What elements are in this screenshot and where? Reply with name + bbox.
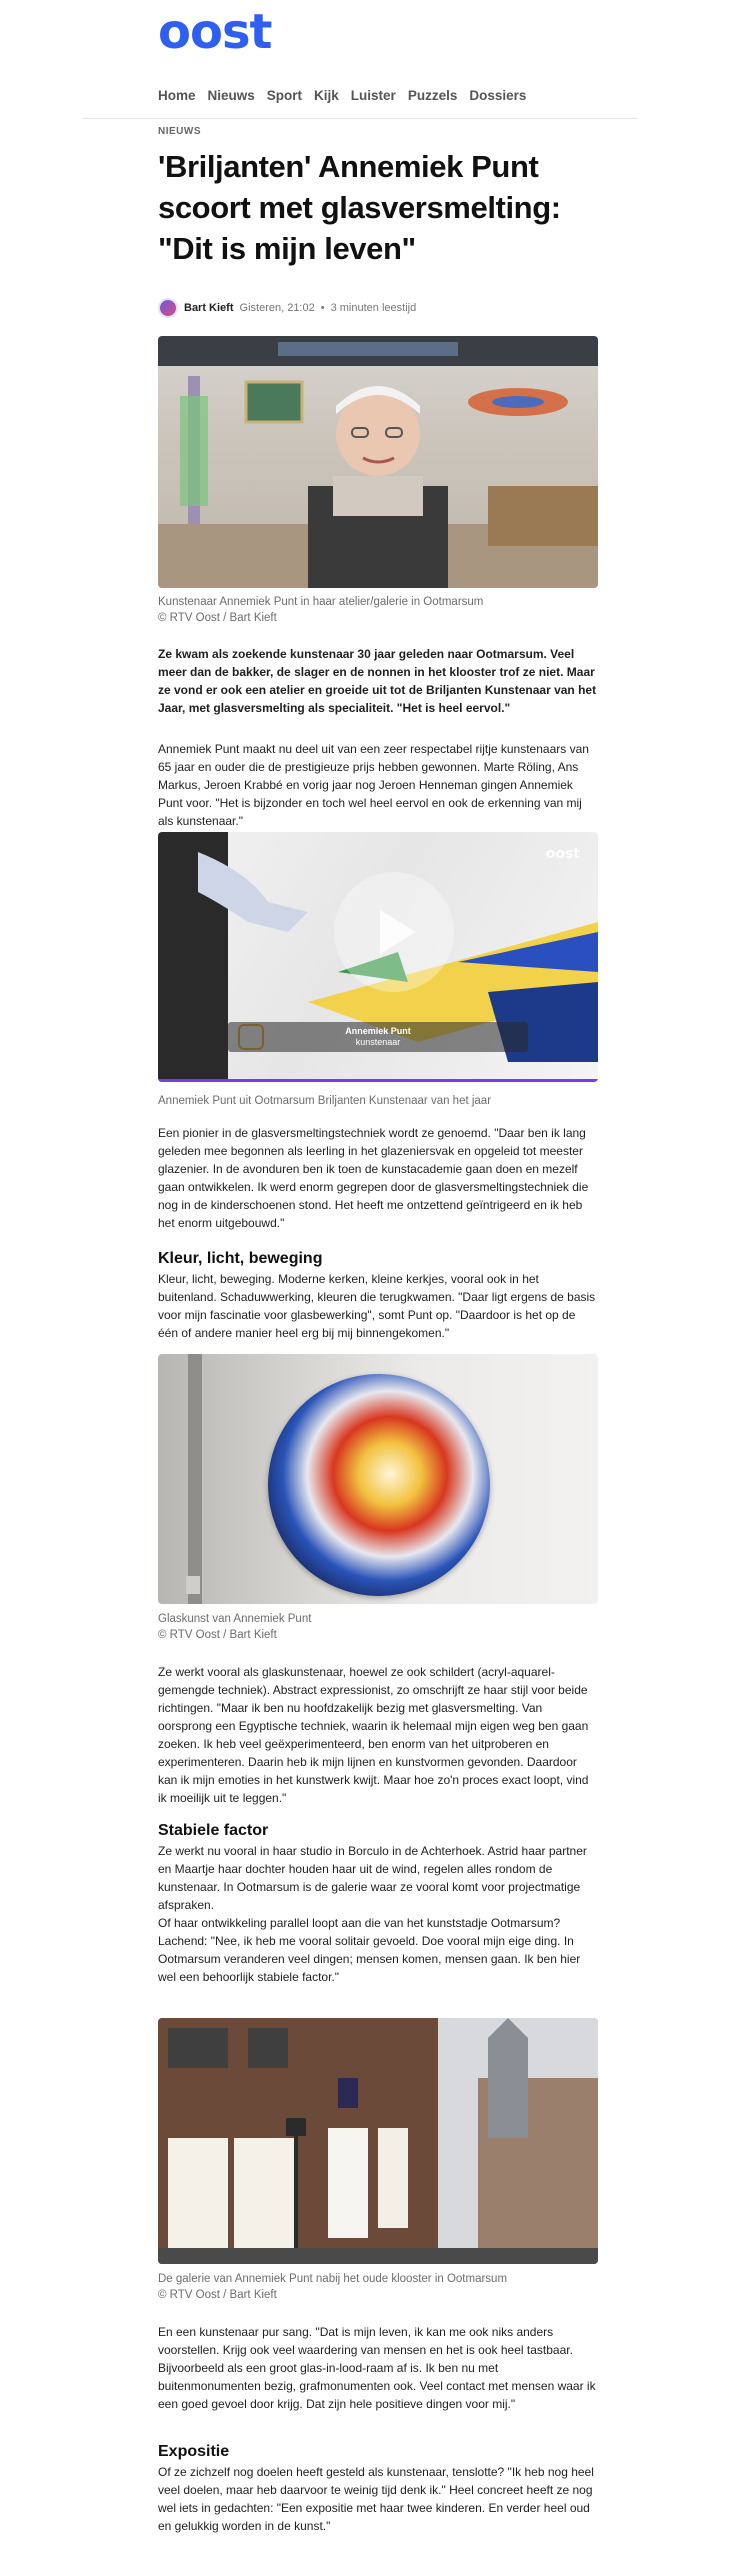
caption-text: Annemiek Punt uit Ootmarsum Briljanten Kunstenaar van het jaar (158, 1095, 492, 1107)
paragraph-4: Ze werkt vooral als glaskunstenaar, hoewel ze ook schildert (acryl-aquarel-gemengde techniek). Abstract expressionist, zo omschrijft ze haar stijl voor beide richtingen. "Maar ik ben nu hoofdzakelijk bezig met glasversmelting. Van oorsprong een Egyptische techniek, waarin ik helemaal mijn eigen weg ben gaan zoeken. Ik heb veel geëxperimenteerd, ben enorm van het uitproberen en experimenteren. Daarin heb ik mijn lijnen en kunstvormen gevonden. Daardoor kan ik mijn emoties in het kunstwerk kwijt. Maar hoe zo'n proces exact loopt, vind ik moeilijk uit te leggen." (158, 1665, 589, 1805)
nav-luister[interactable]: Luister (350, 88, 396, 103)
caption-credit: © RTV Oost / Bart Kieft (158, 1629, 277, 1641)
paragraph-8: Of ze zichzelf nog doelen heeft gesteld als kunstenaar, tenslotte? "Ik heb nog heel veel doelen, maar heb daarvoor te weinig tijd denk ik." Heel concreet heeft ze nog wel iets in gedachten: "Een expositie met haar twee kinderen. En verder heel oud en gelukkig worden in de kunst." (158, 2465, 594, 2533)
main-nav (158, 88, 526, 103)
image-caption-3 (158, 1611, 598, 1643)
paragraph-1: Annemiek Punt maakt nu deel uit van een zeer respectabel rijtje kunstenaars van 65 jaar en ouder die de prestigieuze prijs hebben gewonnen. Marte Röling, Ans Markus, Jeroen Krabbé en vorig jaar nog Jeroen Henneman gingen Annemiek Punt voor. "Het is bijzonder en toch wel heel eervol en ook de erkenning van mij als kunstenaar." (158, 742, 589, 828)
byline (158, 297, 598, 319)
publish-date: Gisteren, 21:02 (239, 302, 315, 314)
caption-credit: © RTV Oost / Bart Kieft (158, 612, 277, 624)
gallery-street-photo[interactable] (158, 2018, 598, 2264)
caption-text: De galerie van Annemiek Punt nabij het oude klooster in Ootmarsum (158, 2273, 508, 2285)
nav-kijk[interactable]: Kijk (314, 88, 339, 103)
video-overlay-title: Annemiek Punt (345, 1026, 411, 1036)
image-caption-4 (158, 2271, 598, 2303)
article-lead: Ze kwam als zoekende kunstenaar 30 jaar geleden naar Ootmarsum. Veel meer dan de bakker, de slager en de nonnen in het klooster trof ze niet. Maar ze vond er ook een atelier en groeide uit tot de Briljanten Kunstenaar van het Jaar, met glasversmelting als specialiteit. "Het is heel eervol." (158, 647, 597, 715)
nav-nieuws[interactable]: Nieuws (207, 88, 255, 103)
reading-time: 3 minuten leestijd (330, 302, 417, 314)
nav-divider (82, 118, 638, 119)
article-title: 'Briljanten' Annemiek Punt scoort met glasversmelting: "Dit is mijn leven" (158, 149, 561, 266)
nav-dossiers[interactable]: Dossiers (469, 88, 527, 103)
image-caption-2 (158, 1093, 598, 1109)
author-avatar[interactable] (158, 298, 178, 318)
paragraph-2: Een pionier in de glasversmeltingstechniek wordt ze genoemd. "Daar ben ik lang geleden mee begonnen als leerling in het glazeniersvak en opgeleid tot meester glazenier. In de avonduren ben ik toen de kunstacademie gaan doen en mezelf gaan ontwikkelen. Ik werd enorm gegrepen door de glasversmeltingstechniek die nog in de kinderschoenen stond. Het heeft me ontzettend geïntrigeerd en ik heb het enorm uitgebouwd." (158, 1126, 589, 1230)
studio-photo-illustration (158, 336, 598, 588)
nav-puzzels[interactable]: Puzzels (407, 88, 458, 103)
heading-expositie: Expositie (158, 2443, 230, 2460)
play-icon[interactable] (380, 910, 416, 954)
caption-credit: © RTV Oost / Bart Kieft (158, 2289, 277, 2301)
caption-text: Kunstenaar Annemiek Punt in haar atelier/galerie in Ootmarsum (158, 596, 484, 608)
video-progress-bar[interactable] (158, 1079, 598, 1082)
paragraph-5: Ze werkt nu vooral in haar studio in Borculo in de Achterhoek. Astrid haar partner en Maartje haar dochter houden haar uit de wind, regelen alles rondom de kunstenaar. In Ootmarsum is de galerie waar ze vooral komt voor projectmatige afspraken. (158, 1844, 587, 1912)
heading-kleur: Kleur, licht, beweging (158, 1250, 323, 1267)
video-player[interactable] (158, 832, 598, 1082)
glass-art-photo[interactable] (158, 1354, 598, 1604)
studio-photo[interactable] (158, 336, 598, 588)
video-logo: oost (545, 846, 580, 862)
author-name[interactable]: Bart Kieft (184, 302, 234, 314)
caption-text: Glaskunst van Annemiek Punt (158, 1613, 312, 1625)
paragraph-6: Of haar ontwikkeling parallel loopt aan die van het kunststadje Ootmarsum? Lachend: "Nee, ik heb me vooral solitair gevoeld. Doe vooral mijn eige ding. In Ootmarsum veranderen veel dingen; mensen komen, mensen gaan. Ik ben hier wel een behoorlijk stabiele factor." (158, 1916, 581, 1984)
video-overlay-subtitle: kunstenaar (355, 1037, 401, 1047)
heading-stabiel: Stabiele factor (158, 1822, 269, 1839)
nav-home[interactable]: Home (158, 88, 196, 103)
byline-dot: • (320, 302, 325, 314)
paragraph-7: En een kunstenaar pur sang. "Dat is mijn leven, ik kan me ook niks anders voorstellen. Krijg ook veel waardering van mensen en het is ook heel tastbaar. Bijvoorbeeld als een groot glas-in-lood-raam af is. Ik ben nu met buitenmonumenten bezig, grafmonumenten ook. Veel contact met mensen waar ik een goed gevoel door krijg. Dat zijn hele positieve dingen voor mij." (158, 2325, 596, 2411)
video-lower-third (228, 1022, 528, 1052)
nav-sport[interactable]: Sport (266, 88, 303, 103)
street-illustration (158, 2018, 598, 2264)
paragraph-3: Kleur, licht, beweging. Moderne kerken, kleine kerkjes, vooral ook in het buitenland. Schaduwwerking, kleuren die terugkwamen. "Daar ligt ergens de basis voor mijn fascinatie voor glasbewerking", somt Punt op. "Daardoor is het op de één of andere manier heel erg bij mij binnengekomen." (158, 1272, 596, 1340)
image-caption-1 (158, 594, 598, 626)
glass-disc-artwork (268, 1374, 490, 1596)
article-kicker[interactable]: NIEUWS (158, 126, 201, 137)
oost-logo[interactable]: oost (158, 4, 272, 60)
